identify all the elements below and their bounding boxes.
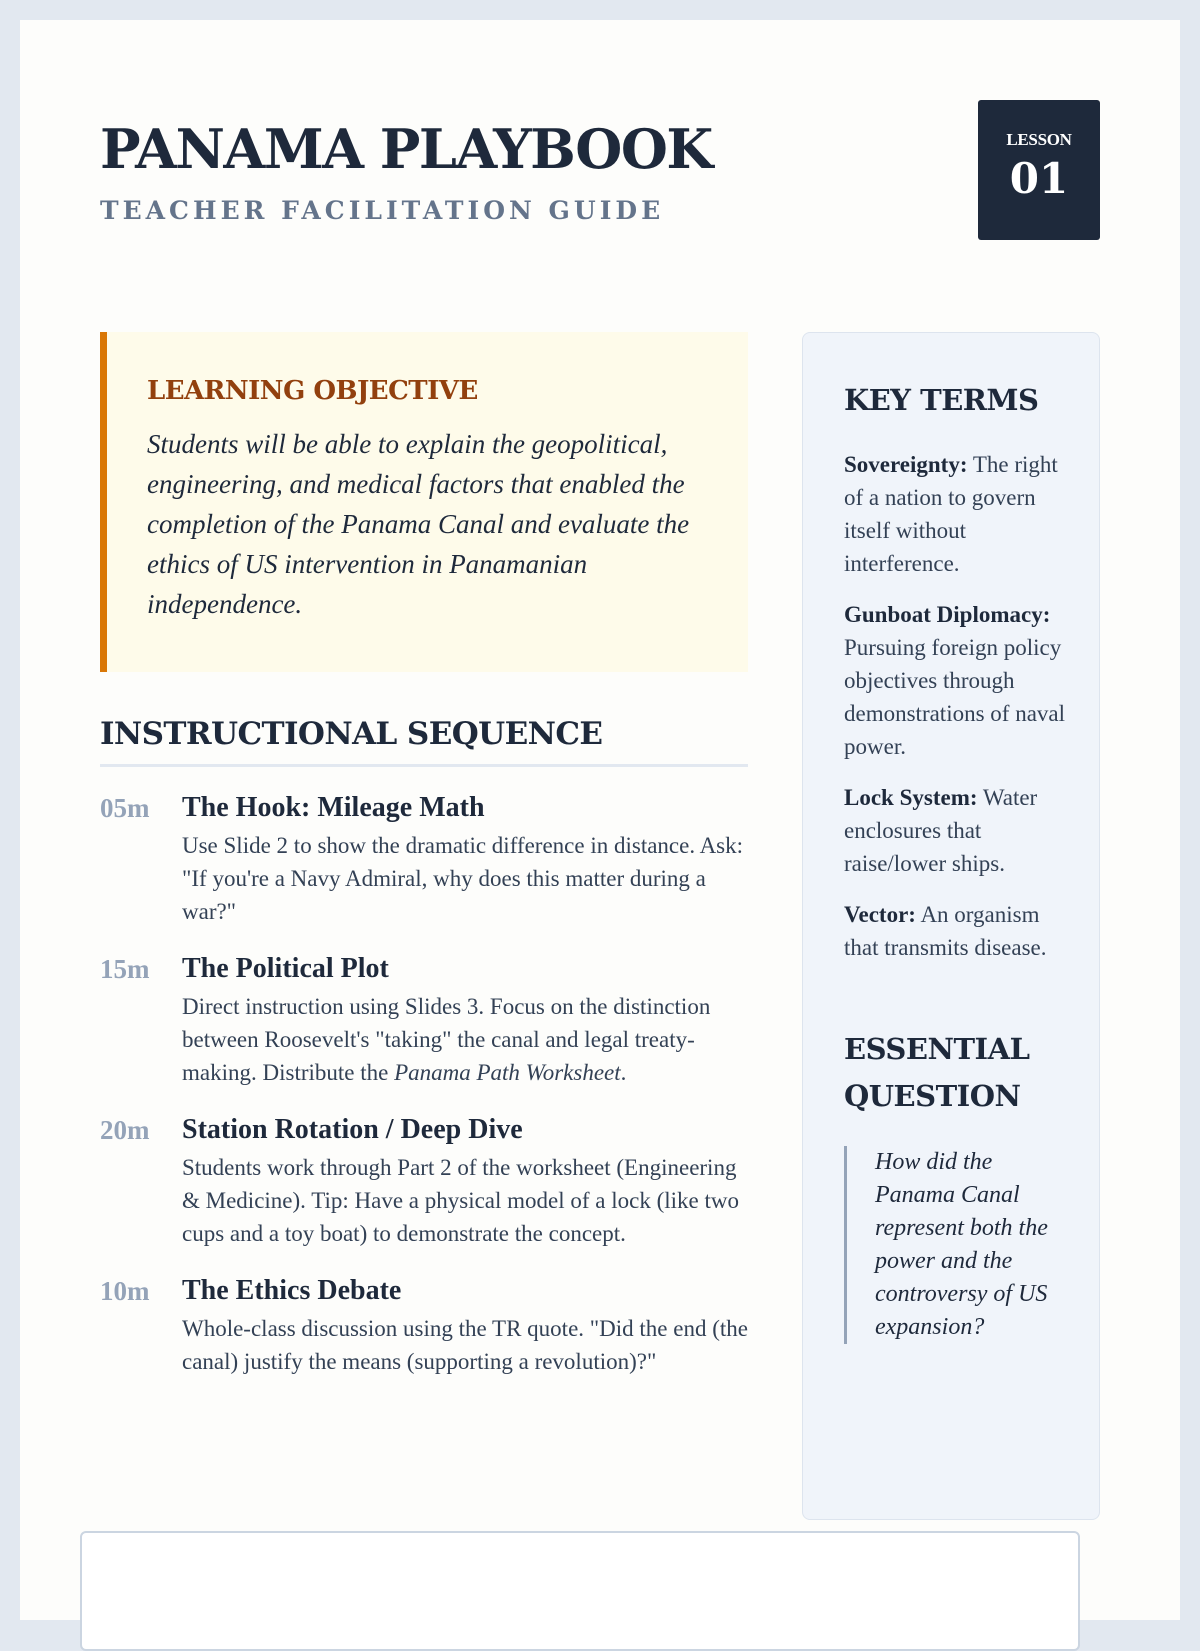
objective-heading: LEARNING OBJECTIVE	[147, 376, 478, 406]
step-duration: 10m	[100, 1276, 150, 1306]
essential-question-heading: ESSENTIAL QUESTION	[844, 1032, 1030, 1113]
lesson-label: LESSON	[1006, 130, 1072, 149]
learning-objective-box	[100, 332, 748, 672]
lesson-number: 01	[1009, 154, 1069, 203]
sequence-heading: INSTRUCTIONAL SEQUENCE	[100, 716, 748, 767]
step-description: Use Slide 2 to show the dramatic difference in distance. Ask: "If you're a Navy Admiral, why does this matter during a war?"	[182, 833, 744, 924]
objective-text: Students will be able to explain the geopolitical, engineering, and medical factors that enabled the completion of the Panama Canal and evaluate the ethics of US intervention in Panamanian independence.	[147, 429, 690, 619]
sequence-step	[100, 1115, 748, 1250]
key-terms-heading: KEY TERMS	[844, 383, 1039, 417]
term-definition: An organism that transmits disease.	[844, 902, 1047, 960]
step-description: Whole-class discussion using the TR quote. "Did the end (the canal) justify the means (supporting a revolution)?"	[182, 1316, 748, 1374]
step-description-end: .	[620, 1060, 627, 1085]
worksheet-title: Panama Path Worksheet	[394, 1060, 621, 1085]
term-name: Lock System:	[844, 785, 978, 810]
step-title: The Political Plot	[182, 953, 389, 984]
header	[100, 100, 1100, 290]
term-name: Gunboat Diplomacy:	[844, 602, 1051, 627]
step-title: The Hook: Mileage Math	[182, 792, 485, 823]
step-duration: 05m	[100, 793, 150, 823]
main-column	[100, 332, 748, 1378]
step-title: Station Rotation / Deep Dive	[182, 1114, 523, 1145]
footer-panel	[80, 1531, 1080, 1651]
term-name: Sovereignty:	[844, 452, 968, 477]
step-description-text: Direct instruction using Slides 3. Focus on the distinction between Roosevelt's "taking" the canal and legal treaty-making. Distribute the	[182, 994, 711, 1085]
page-title: PANAMA PLAYBOOK	[100, 117, 712, 181]
sequence-step	[100, 793, 748, 928]
step-description	[182, 990, 748, 1089]
step-title: The Ethics Debate	[182, 1275, 402, 1306]
step-duration: 15m	[100, 954, 150, 984]
key-term	[844, 781, 1069, 880]
page-subtitle: TEACHER FACILITATION GUIDE	[100, 196, 665, 225]
step-duration: 20m	[100, 1115, 150, 1145]
term-definition: The right of a nation to govern itself without interference.	[844, 452, 1058, 576]
key-term	[844, 898, 1069, 964]
sequence-step	[100, 1276, 748, 1378]
term-definition: Water enclosures that raise/lower ships.	[844, 785, 1038, 876]
term-name: Vector:	[844, 902, 916, 927]
key-term	[844, 448, 1069, 580]
sidebar	[802, 332, 1100, 1520]
step-description: Students work through Part 2 of the worksheet (Engineering & Medicine). Tip: Have a physical model of a lock (like two cups and a toy boat) to demonstrate the concept.	[182, 1155, 739, 1246]
sequence-step	[100, 954, 748, 1089]
document-page	[20, 20, 1180, 1620]
essential-question-quote: How did the Panama Canal represent both the power and the controversy of US expansion?	[844, 1146, 1069, 1344]
lesson-badge	[978, 100, 1100, 240]
term-definition: Pursuing foreign policy objectives through demonstrations of naval power.	[844, 635, 1066, 759]
key-term	[844, 598, 1069, 763]
